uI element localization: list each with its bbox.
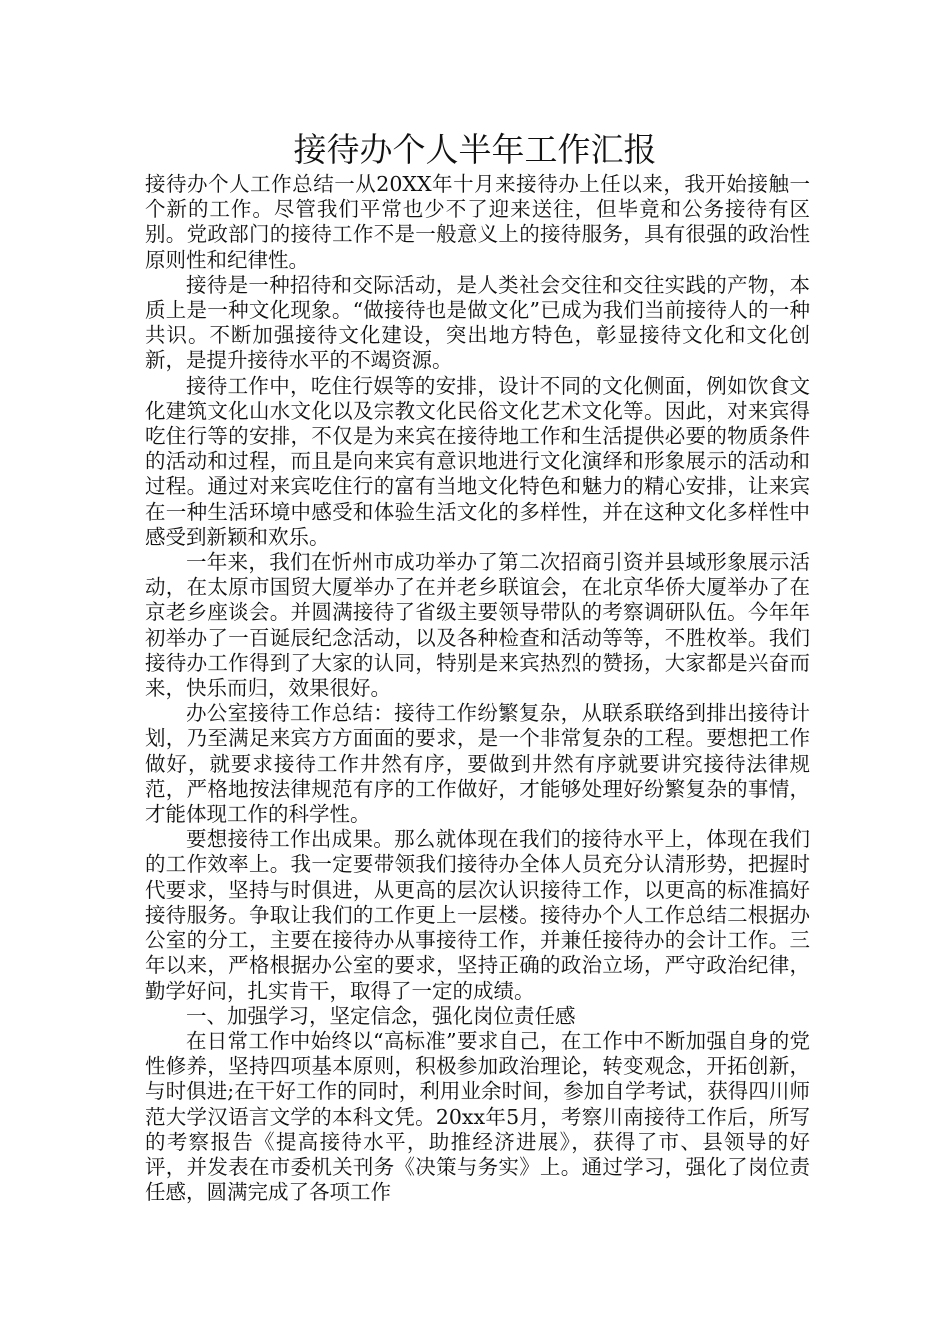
paragraph-daily-work: 在日常工作中始终以“高标准”要求自己，在工作中不断加强自身的党性修养，坚持四项基本原则，积极参加政治理论，转变观念，开拓创新，与时俱进;在干好工作的同时，利用业余时间，参加自学考试，获得四川师范大学汉语言文学的本科文凭。20xx年5月，考察川南接待工作后，所写的考察报告《提高接待水平，助推经济进展》，获得了市、县领导的好评，并发表在市委机关刊务《决策与务实》上。通过学习，强化了岗位责任感，圆满完成了各项工作 — [145, 1028, 810, 1205]
section-heading-study: 一、加强学习，坚定信念，强化岗位责任感 — [186, 1003, 576, 1028]
document-body — [145, 172, 810, 1205]
paragraph-results: 要想接待工作出成果。那么就体现在我们的接待水平上，体现在我们的工作效率上。我一定要带领我们接待办全体人员充分认清形势，把握时代要求，坚持与时俱进，从更高的层次认识接待工作，以更高的标准搞好接待服务。争取让我们的工作更上一层楼。接待办个人工作总结二根据办公室的分工，主要在接待办从事接待工作，并兼任接待办的会计工作。三年以来，严格根据办公室的要求，坚持正确的政治立场，严守政治纪律，勤学好问，扎实肯干，取得了一定的成绩。 — [145, 827, 810, 1003]
paragraph-arrangements: 接待工作中，吃住行娱等的安排，设计不同的文化侧面，例如饮食文化建筑文化山水文化以及宗教文化民俗文化艺术文化等。因此，对来宾得吃住行等的安排，不仅是为来宾在接待地工作和生活提供必要的物质条件的活动和过程，而且是向来宾有意识地进行文化演绎和形象展示的活动和过程。通过对来宾吃住行的富有当地文化特色和魅力的精心安排，让来宾在一种生活环境中感受和体验生活文化的多样性，并在这种文化多样性中感受到新颖和欢乐。 — [145, 373, 810, 549]
paragraph-office-summary: 办公室接待工作总结：接待工作纷繁复杂，从联系联络到排出接待计划，乃至满足来宾方方面面的要求，是一个非常复杂的工程。要想把工作做好，就要求接待工作井然有序，要做到井然有序就要讲究接待法律规范，严格地按法律规范有序的工作做好，才能够处理好纷繁复杂的事情，才能体现工作的科学性。 — [145, 701, 810, 827]
paragraph-intro: 接待办个人工作总结一从20XX年十月来接待办上任以来，我开始接触一个新的工作。尽管我们平常也少不了迎来送往，但毕竟和公务接待有区别。党政部门的接待工作不是一般意义上的接待服务，具有很强的政治性原则性和纪律性。 — [145, 172, 810, 272]
paragraph-annual-events: 一年来，我们在忻州市成功举办了第二次招商引资并县域形象展示活动，在太原市国贸大厦举办了在并老乡联谊会，在北京华侨大厦举办了在京老乡座谈会。并圆满接待了省级主要领导带队的考察调研队伍。今年年初举办了一百诞辰纪念活动，以及各种检查和活动等等，不胜枚举。我们接待办工作得到了大家的认同，特别是来宾热烈的赞扬，大家都是兴奋而来，快乐而归，效果很好。 — [145, 550, 810, 701]
paragraph-reception-culture: 接待是一种招待和交际活动，是人类社会交往和交往实践的产物，本质上是一种文化现象。“做接待也是做文化”已成为我们当前接待人的一种共识。不断加强接待文化建设，突出地方特色，彰显接待文化和文化创新，是提升接待水平的不竭资源。 — [145, 272, 810, 373]
document-title: 接待办个人半年工作汇报 — [293, 130, 657, 169]
